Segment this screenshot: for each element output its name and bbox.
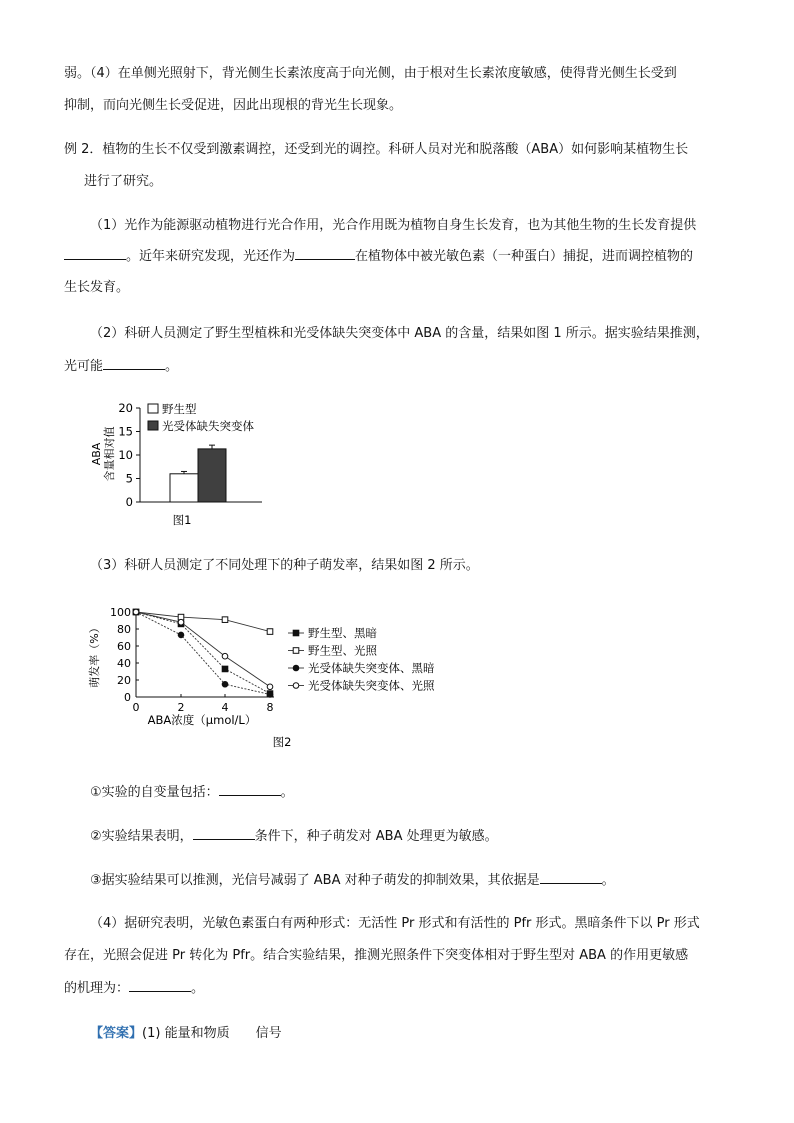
question-2-line: 光可能 。 — [64, 356, 732, 377]
legend-label-wildtype: 野生型 — [162, 402, 197, 416]
point-marker — [222, 653, 228, 659]
paragraph-line: 弱。（4）在单侧光照射下，背光侧生长素浓度高于向光侧，由于根对生长素浓度敏感，使得背光侧生长受到 — [64, 66, 677, 81]
point-marker — [178, 619, 184, 625]
legend-label: 野生型、黑暗 — [308, 626, 377, 640]
figure-2-line-chart — [84, 600, 464, 752]
question-4-line: 的机理为： 。 — [64, 978, 732, 999]
legend-swatch-mutant — [148, 421, 158, 430]
x-tick-label: 2 — [177, 701, 185, 714]
series-2 — [133, 609, 273, 634]
figure-1-bar-chart — [84, 396, 284, 532]
point-marker — [293, 630, 299, 636]
y-tick-label: 20 — [118, 401, 133, 415]
figure-2-xlabel: ABA浓度（μmol/L） — [147, 713, 257, 727]
question-3-intro: （3）科研人员测定了不同处理下的种子萌发率，结果如图 2 所示。 — [90, 558, 479, 573]
y-tick-label: 5 — [125, 471, 133, 486]
bar-mutant — [198, 449, 226, 502]
question-3-item-2: ②实验结果表明， 条件下，种子萌发对 ABA 处理更为敏感。 — [90, 826, 758, 847]
point-marker — [293, 683, 299, 689]
figure-1-caption: 图1 — [172, 513, 192, 527]
answer-blank[interactable] — [64, 246, 126, 260]
answer-tag: 【答案】 — [90, 1026, 143, 1041]
ylabel-line1: ABA — [90, 442, 103, 466]
y-tick-label: 0 — [124, 691, 131, 704]
point-marker — [267, 629, 273, 635]
question-1-line: 。近年来研究发现，光还作为 在植物体中被光敏色素（一种蛋白）捕捉，进而调控植物的 — [64, 246, 732, 267]
series-1 — [133, 609, 273, 696]
legend-label: 光受体缺失突变体、黑暗 — [308, 661, 435, 675]
question-1-line: （1）光作为能源驱动植物进行光合作用，光合作用既为植物自身生长发育，也为其他生物的生长发育提供 — [90, 218, 697, 233]
answer-blank[interactable] — [103, 356, 165, 370]
answer-line — [90, 1024, 758, 1044]
y-tick-label: 100 — [110, 606, 131, 619]
figure-1-ylabel — [90, 427, 116, 482]
example-line: 进行了研究。 — [84, 174, 163, 189]
point-marker — [267, 692, 273, 698]
series-line — [136, 612, 270, 694]
y-tick-label: 0 — [125, 495, 133, 509]
answer-blank[interactable] — [129, 978, 191, 992]
legend-label: 光受体缺失突变体、光照 — [308, 678, 435, 693]
point-marker — [267, 684, 273, 690]
y-tick-label: 80 — [117, 623, 131, 636]
point-marker — [133, 609, 139, 615]
point-marker — [293, 665, 299, 671]
ylabel-line2: 含量相对值 — [103, 426, 116, 482]
legend-swatch-wildtype — [148, 404, 158, 413]
x-tick-label: 0 — [132, 701, 140, 714]
question-3-item-1: ①实验的自变量包括： 。 — [90, 782, 758, 803]
figure-1-legend — [148, 402, 254, 433]
question-3-item-3: ③据实验结果可以推测，光信号减弱了 ABA 对种子萌发的抑制效果，其依据是 。 — [90, 870, 758, 891]
point-marker — [222, 681, 228, 687]
answer-blank[interactable] — [193, 826, 255, 840]
x-tick-label: 4 — [221, 701, 229, 714]
question-4-line: 存在，光照会促进 Pr 转化为 Pfr。结合实验结果，推测光照条件下突变体相对于野生型对 ABA 的作用更敏感 — [64, 948, 689, 963]
x-tick-label: 8 — [266, 701, 274, 714]
y-tick-label: 15 — [118, 424, 133, 439]
question-2-line: （2）科研人员测定了野生型植株和光受体缺失突变体中 ABA 的含量，结果如图 1 所示。据实验结果推测， — [90, 326, 709, 341]
point-marker — [293, 648, 299, 654]
answer-blank[interactable] — [295, 246, 355, 260]
legend-label: 野生型、光照 — [308, 643, 377, 658]
example-heading: 例 2．植物的生长不仅受到激素调控，还受到光的调控。科研人员对光和脱落酸（ABA）如何影响某植物生长 — [64, 142, 689, 157]
answer-text: (1) 能量和物质 信号 — [142, 1026, 282, 1041]
answer-blank[interactable] — [540, 870, 602, 884]
series-line — [136, 612, 270, 687]
legend-label-mutant: 光受体缺失突变体 — [162, 419, 254, 433]
figure-2-ylabel: 萌发率（%） — [88, 622, 101, 688]
bar-wildtype — [170, 474, 198, 502]
y-tick-label: 20 — [117, 674, 131, 687]
point-marker — [222, 617, 228, 623]
question-4-line: （4）据研究表明，光敏色素蛋白有两种形式：无活性 Pr 形式和有活性的 Pfr 形式。黑暗条件下以 Pr 形式 — [90, 916, 700, 931]
y-tick-label: 10 — [118, 448, 133, 462]
question-1-line: 生长发育。 — [64, 280, 130, 295]
figure-2-caption: 图2 — [272, 735, 292, 749]
y-tick-label: 40 — [117, 657, 131, 670]
point-marker — [222, 666, 228, 672]
point-marker — [178, 632, 184, 638]
answer-blank[interactable] — [219, 782, 281, 796]
paragraph-line: 抑制，而向光侧生长受促进，因此出现根的背光生长现象。 — [64, 98, 403, 113]
y-tick-label: 60 — [117, 640, 131, 653]
series-4 — [133, 609, 273, 689]
